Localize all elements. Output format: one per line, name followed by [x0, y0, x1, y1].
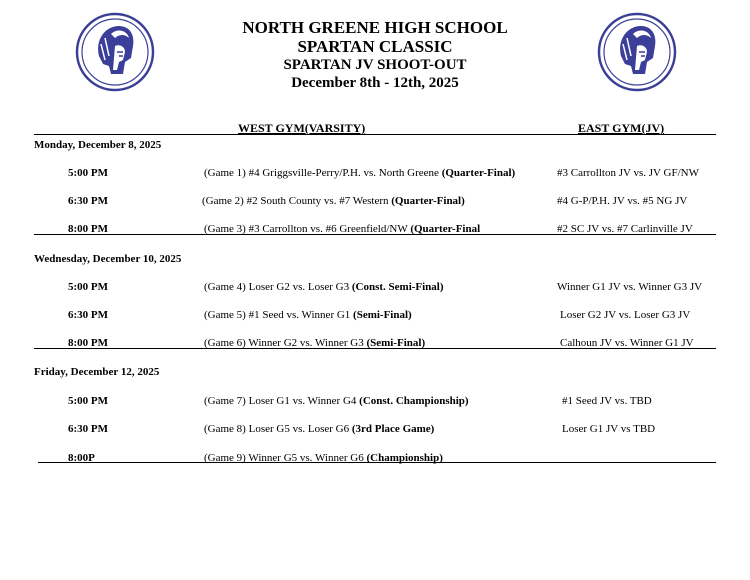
- game-number: (Game 7): [204, 395, 246, 407]
- jv-matchup: Loser G1 JV vs TBD: [562, 423, 656, 435]
- day-label: Friday, December 12, 2025: [34, 366, 160, 378]
- spartan-helmet-icon: [597, 12, 677, 92]
- east-gym-heading: EAST GYM(JV): [578, 121, 665, 135]
- header-divider: [34, 134, 716, 135]
- game-time: 6:30 PM: [68, 423, 109, 435]
- day-divider: [34, 348, 716, 349]
- game-round: (Quarter-Final): [441, 167, 516, 179]
- game-matchup: [204, 423, 434, 435]
- day-divider: [38, 462, 716, 463]
- game-teams: #2 South County vs. #7 Western: [246, 195, 389, 207]
- game-round: (Semi-Final): [353, 309, 412, 321]
- game-number: (Game 4): [204, 281, 246, 293]
- game-teams: Winner G2 vs. Winner G3: [248, 337, 364, 349]
- west-gym-heading: WEST GYM(VARSITY): [238, 121, 366, 135]
- game-round: (3rd Place Game): [351, 423, 435, 435]
- game-teams: Winner G5 vs. Winner G6: [248, 452, 364, 464]
- event-title: SPARTAN CLASSIC: [297, 37, 453, 56]
- game-time: 8:00P: [68, 452, 95, 464]
- game-round: (Quarter-Final): [391, 195, 465, 207]
- event-dates: December 8th - 12th, 2025: [291, 75, 459, 91]
- game-matchup: [204, 167, 515, 179]
- game-round: (Const. Championship): [359, 395, 469, 407]
- jv-matchup: #1 Seed JV vs. TBD: [562, 395, 652, 407]
- jv-matchup: Loser G2 JV vs. Loser G3 JV: [560, 309, 691, 321]
- game-teams: Loser G1 vs. Winner G4: [248, 395, 357, 407]
- game-number: (Game 5): [204, 309, 246, 321]
- game-teams: #3 Carrollton vs. #6 Greenfield/NW: [248, 223, 408, 235]
- game-round: (Quarter-Final: [410, 223, 481, 235]
- jv-matchup: #3 Carrollton JV vs. JV GF/NW: [557, 167, 699, 179]
- game-number: (Game 6): [204, 337, 246, 349]
- day-label: Wednesday, December 10, 2025: [34, 253, 182, 265]
- game-round: (Championship): [366, 452, 443, 464]
- spartan-helmet-icon: [75, 12, 155, 92]
- day-divider: [34, 234, 716, 235]
- game-time: 6:30 PM: [68, 309, 109, 321]
- game-matchup: [204, 309, 412, 321]
- jv-matchup: Winner G1 JV vs. Winner G3 JV: [557, 281, 703, 293]
- game-number: (Game 8): [204, 423, 246, 435]
- game-time: 8:00 PM: [68, 223, 109, 235]
- game-number: (Game 3): [204, 223, 246, 235]
- game-number: (Game 2): [202, 195, 244, 207]
- game-teams: Loser G2 vs. Loser G3: [248, 281, 350, 293]
- jv-matchup: Calhoun JV vs. Winner G1 JV: [560, 337, 694, 349]
- game-time: 5:00 PM: [68, 281, 109, 293]
- game-time: 5:00 PM: [68, 167, 109, 179]
- day-label: Monday, December 8, 2025: [34, 139, 162, 151]
- event-subtitle: SPARTAN JV SHOOT-OUT: [283, 57, 467, 73]
- game-matchup: [204, 395, 469, 407]
- jv-matchup: #2 SC JV vs. #7 Carlinville JV: [557, 223, 693, 235]
- school-name: NORTH GREENE HIGH SCHOOL: [242, 18, 508, 37]
- game-time: 6:30 PM: [68, 195, 109, 207]
- game-matchup: [202, 195, 465, 207]
- game-number: (Game 9): [204, 452, 246, 464]
- game-matchup: [204, 281, 444, 293]
- game-round: (Const. Semi-Final): [351, 281, 444, 293]
- game-round: (Semi-Final): [366, 337, 426, 349]
- game-number: (Game 1): [204, 167, 246, 179]
- game-teams: Loser G5 vs. Loser G6: [248, 423, 350, 435]
- game-time: 8:00 PM: [68, 337, 109, 349]
- jv-matchup: #4 G-P/P.H. JV vs. #5 NG JV: [557, 195, 688, 207]
- game-teams: #1 Seed vs. Winner G1: [248, 309, 351, 321]
- game-time: 5:00 PM: [68, 395, 109, 407]
- game-teams: #4 Griggsville-Perry/P.H. vs. North Greene: [248, 167, 439, 179]
